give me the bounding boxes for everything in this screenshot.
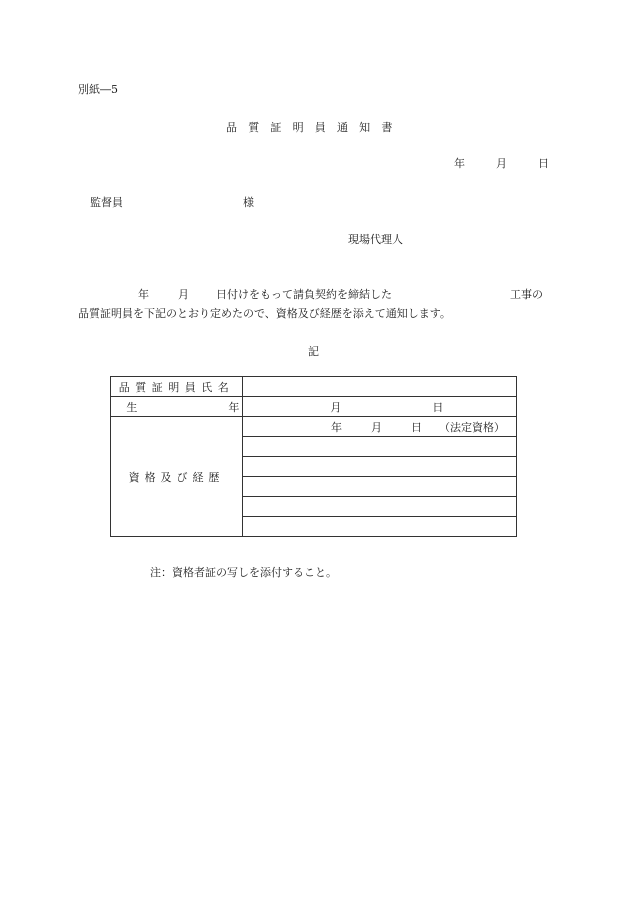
table-row-name [111, 377, 517, 397]
qual-day: 日 [411, 420, 422, 434]
qual-month: 月 [371, 420, 382, 434]
body-year: 年 [138, 288, 149, 301]
career-cell-5[interactable] [243, 517, 517, 537]
honorific: 様 [243, 196, 254, 209]
document-title: 品 質 証 明 員 通 知 書 [226, 121, 397, 134]
career-cell-4[interactable] [243, 497, 517, 517]
body-line-1-suffix: 工事の [510, 288, 543, 301]
body-line-1 [138, 286, 392, 302]
table-row-dob [111, 397, 517, 417]
career-cell-1[interactable] [243, 437, 517, 457]
date-day: 日 [538, 157, 549, 170]
body-month: 月 [178, 288, 189, 301]
career-label: 資格及び経歴 [111, 417, 243, 537]
table-row-qualification [111, 417, 517, 437]
body-line-2: 品質証明員を下記のとおり定めたので、資格及び経歴を添えて通知します。 [78, 307, 451, 320]
date-line [454, 155, 549, 171]
supervisor-label: 監督員 [90, 196, 123, 209]
qual-legal: （法定資格） [439, 420, 505, 434]
ki-label: 記 [308, 345, 319, 358]
qualification-date-cell[interactable] [243, 417, 517, 437]
quality-inspector-table [110, 376, 517, 537]
attachment-number: 別紙―5 [78, 83, 118, 96]
site-agent-label: 現場代理人 [348, 233, 403, 246]
qual-year: 年 [331, 420, 342, 434]
name-label: 品質証明員氏名 [111, 377, 243, 397]
note: 注：資格者証の写しを添付すること。 [150, 566, 337, 579]
date-year: 年 [454, 157, 465, 170]
career-cell-2[interactable] [243, 457, 517, 477]
body-text: 日付けをもって請負契約を締結した [216, 288, 392, 301]
dob-label: 生 年 月 日 [111, 397, 243, 417]
name-value-cell[interactable] [243, 377, 517, 397]
date-month: 月 [496, 157, 507, 170]
career-cell-3[interactable] [243, 477, 517, 497]
